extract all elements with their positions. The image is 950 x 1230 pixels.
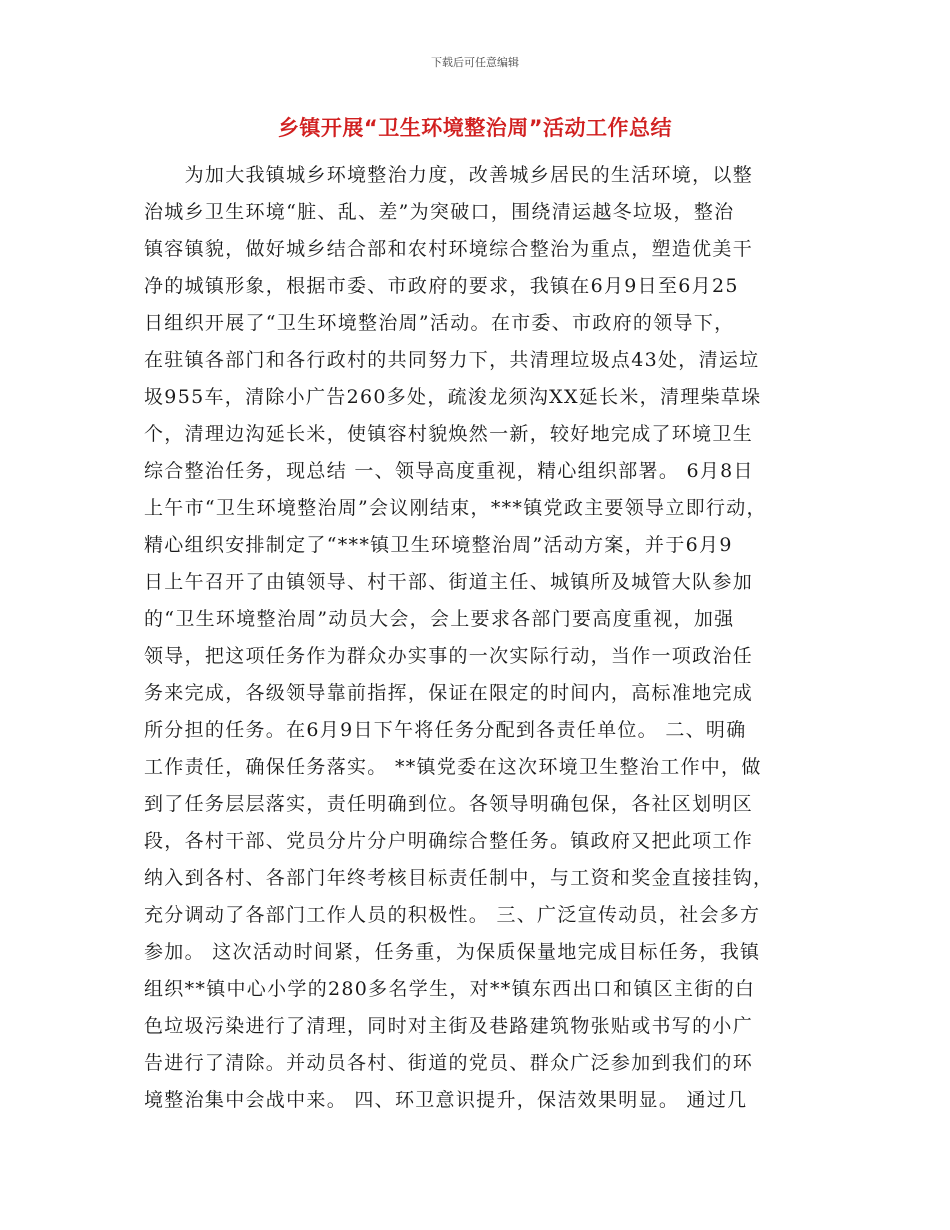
text-line: 组织**镇中心小学的280多名学生，对**镇东西出口和镇区主街的白 <box>144 978 756 1000</box>
text-line: 纳入到各村、各部门年终考核目标责任制中，与工资和奖金直接挂钩， <box>144 867 774 889</box>
document-title: 乡镇开展“卫生环境整治周”活动工作总结 <box>277 116 673 140</box>
text-line: 为加大我镇城乡环境整治力度，改善城乡居民的生活环境，以整 <box>144 164 754 186</box>
text-line: 领导，把这项任务作为群众办实事的一次实际行动，当作一项政治任 <box>144 645 754 667</box>
text-line: 充分调动了各部门工作人员的积极性。 三、广泛宣传动员，社会多方 <box>144 904 761 926</box>
text-line: 精心组织安排制定了“***镇卫生环境整治周”活动方案，并于6月9 <box>144 534 733 556</box>
text-line: 净的城镇形象，根据市委、市政府的要求，我镇在6月9日至6月25 <box>144 275 739 297</box>
text-line: 到了任务层层落实，责任明确到位。各领导明确包保，各社区划明区 <box>144 793 754 815</box>
text-line: 日上午召开了由镇领导、村干部、街道主任、城镇所及城管大队参加 <box>144 571 754 593</box>
text-line: 治城乡卫生环境“脏、乱、差”为突破口，围绕清运越冬垃圾，整治 <box>144 201 735 223</box>
text-line: 境整治集中会战中来。 四、环卫意识提升，保洁效果明显。 通过几 <box>144 1089 748 1111</box>
text-line: 所分担的任务。在6月9日下午将任务分配到各责任单位。 二、明确 <box>144 719 747 741</box>
text-line: 工作责任，确保任务落实。 **镇党委在这次环境卫生整治工作中，做 <box>144 756 762 778</box>
text-line: 圾955车，清除小广告260多处，疏浚龙须沟XX延长米，清理柴草垛 <box>144 386 762 408</box>
text-line: 告进行了清除。并动员各村、街道的党员、群众广泛参加到我们的环 <box>144 1052 754 1074</box>
header-note: 下载后可任意编辑 <box>431 56 519 69</box>
text-line: 综合整治任务，现总结 一、领导高度重视，精心组织部署。 6月8日 <box>144 460 754 482</box>
text-line: 务来完成，各级领导靠前指挥，保证在限定的时间内，高标准地完成 <box>144 682 754 704</box>
text-line: 的“卫生环境整治周”动员大会，会上要求各部门要高度重视，加强 <box>144 608 735 630</box>
text-line: 日组织开展了“卫生环境整治周”活动。在市委、市政府的领导下， <box>144 312 735 334</box>
text-line: 色垃圾污染进行了清理，同时对主街及巷路建筑物张贴或书写的小广 <box>144 1015 754 1037</box>
text-line: 上午市“卫生环境整治周”会议刚结束，***镇党政主要领导立即行动， <box>144 497 767 519</box>
body-text <box>144 157 824 1119</box>
text-line: 参加。 这次活动时间紧，任务重，为保质保量地完成目标任务，我镇 <box>144 941 761 963</box>
text-line: 个，清理边沟延长米，使镇容村貌焕然一新，较好地完成了环境卫生 <box>144 423 754 445</box>
text-line: 镇容镇貌，做好城乡结合部和农村环境综合整治为重点，塑造优美干 <box>144 238 754 260</box>
text-line: 在驻镇各部门和各行政村的共同努力下，共清理垃圾点43处，清运垃 <box>144 349 760 371</box>
text-line: 段，各村干部、党员分片分户明确综合整任务。镇政府又把此项工作 <box>144 830 754 852</box>
